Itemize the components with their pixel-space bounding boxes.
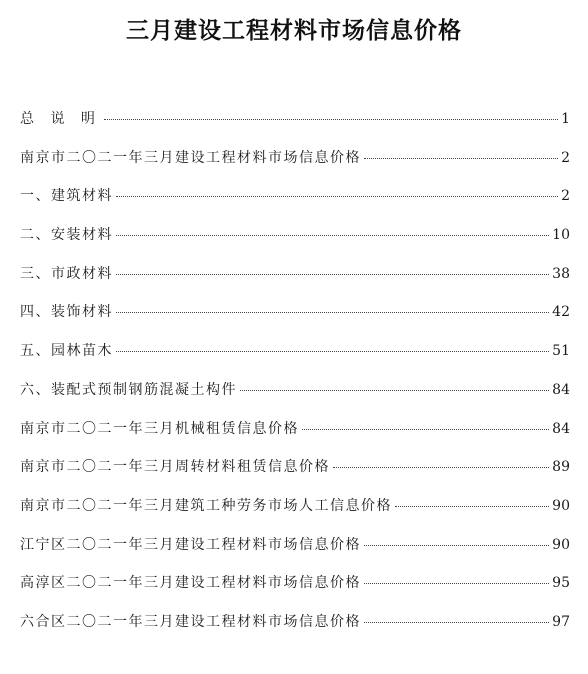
toc-entry-page: 10 <box>552 227 570 244</box>
toc-entry-page: 90 <box>552 536 570 553</box>
toc-dot-leader <box>116 196 558 197</box>
toc-entry <box>20 379 570 418</box>
toc-entry-page: 38 <box>552 265 570 282</box>
toc-entry-page: 84 <box>552 420 570 437</box>
toc-entry-page: 2 <box>561 188 570 205</box>
toc-entry-label: 南京市二〇二一年三月建设工程材料市场信息价格 <box>20 149 361 166</box>
toc-entry <box>20 418 570 457</box>
toc-entry-label: 六、装配式预制钢筋混凝土构件 <box>20 381 237 398</box>
toc-entry <box>20 572 570 611</box>
toc-dot-leader <box>364 583 549 584</box>
toc-entry-label: 一、建筑材料 <box>20 188 113 205</box>
toc-entry-page: 1 <box>561 111 570 127</box>
toc-entry-page: 2 <box>561 149 570 166</box>
toc-entry-label: 三、市政材料 <box>20 265 113 282</box>
toc-dot-leader <box>104 119 558 120</box>
toc-entry-label: 六合区二〇二一年三月建设工程材料市场信息价格 <box>20 613 361 630</box>
toc-dot-leader <box>364 545 549 546</box>
toc-dot-leader <box>395 506 549 507</box>
toc-entry <box>20 456 570 495</box>
toc-dot-leader <box>116 351 549 352</box>
toc-entry-label: 江宁区二〇二一年三月建设工程材料市场信息价格 <box>20 536 361 553</box>
toc-entry <box>20 611 570 650</box>
toc-dot-leader <box>302 429 549 430</box>
toc-entry <box>20 224 570 263</box>
page-title: 三月建设工程材料市场信息价格 <box>126 18 462 44</box>
toc-entry <box>20 185 570 224</box>
toc-entry-label: 南京市二〇二一年三月周转材料租赁信息价格 <box>20 459 330 476</box>
toc-entry-label: 二、安装材料 <box>20 227 113 244</box>
toc-entry-label: 南京市二〇二一年三月机械租赁信息价格 <box>20 420 299 437</box>
toc-entry <box>20 147 570 186</box>
toc-dot-leader <box>364 158 558 159</box>
toc-entry <box>20 340 570 379</box>
toc-entry <box>20 108 570 147</box>
toc-entry-page: 90 <box>552 497 570 514</box>
toc-entry-label: 南京市二〇二一年三月建筑工种劳务市场人工信息价格 <box>20 497 392 514</box>
toc-entry-label: 五、园林苗木 <box>20 343 113 360</box>
toc-entry-label: 总 说 明 <box>20 111 101 127</box>
toc-entry-page: 97 <box>552 613 570 630</box>
toc-entry-page: 89 <box>552 459 570 476</box>
toc-entry-label: 高淳区二〇二一年三月建设工程材料市场信息价格 <box>20 575 361 592</box>
toc-dot-leader <box>333 467 549 468</box>
toc-dot-leader <box>116 312 549 313</box>
toc-entry-label: 四、装饰材料 <box>20 304 113 321</box>
toc-dot-leader <box>364 622 549 623</box>
toc-entry <box>20 301 570 340</box>
toc-entry-page: 84 <box>552 381 570 398</box>
table-of-contents <box>20 108 570 650</box>
toc-dot-leader <box>116 274 549 275</box>
toc-entry <box>20 534 570 573</box>
toc-entry-page: 42 <box>552 304 570 321</box>
toc-entry <box>20 495 570 534</box>
toc-entry-page: 95 <box>552 575 570 592</box>
toc-dot-leader <box>116 235 549 236</box>
toc-entry-page: 51 <box>552 343 570 360</box>
toc-dot-leader <box>240 390 549 391</box>
toc-entry <box>20 263 570 302</box>
